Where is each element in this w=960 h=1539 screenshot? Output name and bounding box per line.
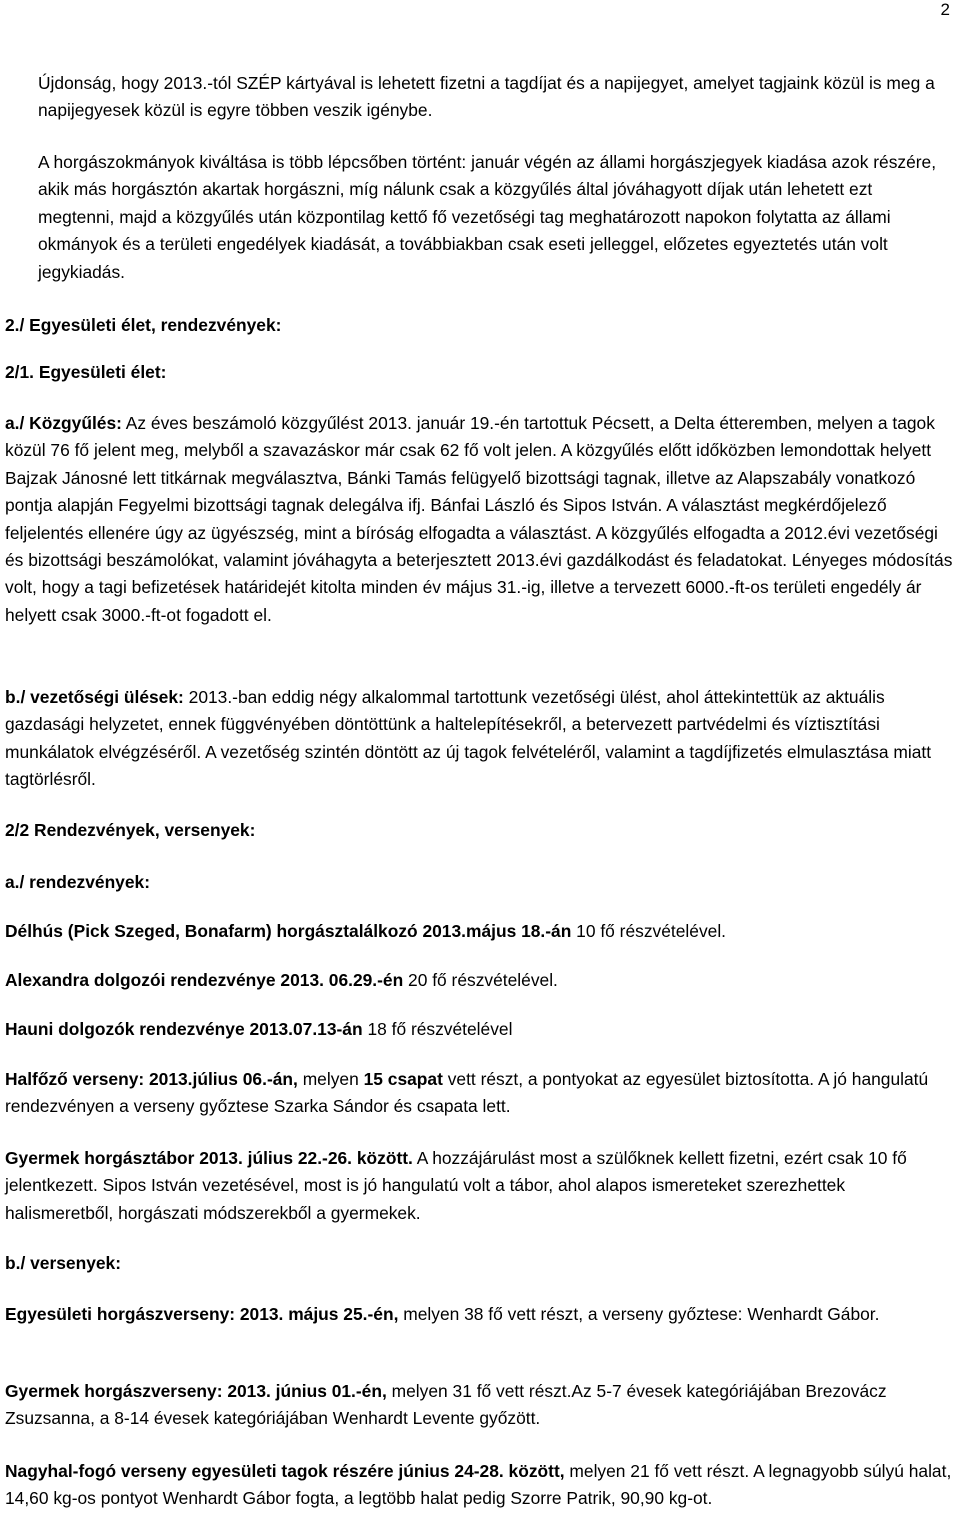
- competition-kids-title: Gyermek horgászverseny: 2013. június 01.-én,: [5, 1381, 387, 1401]
- competitions-heading-text: b./ versenyek:: [5, 1253, 122, 1273]
- event-fish-soup-mid: melyen: [297, 1069, 364, 1089]
- intro-paragraph-2: A horgászokmányok kiváltása is több lépcsőben történt: január végén az állami horgászjegyek kiadása azok részére, akik más horgásztón akartak horgászni, míg nálunk csak a közgyűlés által jóváhagyott díjak után lehetett ezt megtenni, majd a közgyűlés után központilag kettő fő vezetőségi tag meghatározott napokon folytatta az állami okmányok és a területi engedélyek kiadását, a továbbiakban csak eseti jelleggel, előzetes egyeztetés után volt jegykiadás.: [38, 152, 937, 282]
- subsection-2-2-heading: [5, 817, 255, 844]
- events-heading: [5, 869, 150, 896]
- competition-club: [5, 1301, 953, 1328]
- intro-paragraph-1: Újdonság, hogy 2013.-tól SZÉP kártyával is lehetett fizetni a tagdíjat és a napijegyet, amelyet tagjaink közül is meg a napijegyesek közül is egyre többen veszik igénybe.: [38, 73, 935, 121]
- board-meetings-label: b./ vezetőségi ülések:: [5, 687, 184, 707]
- competition-club-title: Egyesületi horgászverseny: 2013. május 25.-én,: [5, 1304, 399, 1324]
- competition-bigfish-text: melyen 21 fő vett részt. A legnagyobb súlyú halat, 14,60 kg-os pontyot Wenhardt Gábor fogta, a legtöbb halat pedig Szorre Patrik, 90,90 kg-ot.: [5, 1461, 952, 1509]
- competitions-heading: [5, 1250, 121, 1277]
- event-alexandra: [5, 967, 558, 994]
- event-alexandra-text: 20 fő részvételével.: [403, 970, 558, 990]
- section-2-heading: [5, 312, 281, 339]
- board-meetings-paragraph: [5, 684, 953, 794]
- event-fish-soup-text: vett részt, a pontyokat az egyesület biztosította. A jó hangulatú rendezvényen a verseny győztese Szarka Sándor és csapata lett.: [5, 1069, 929, 1117]
- event-kids-camp-text: A hozzájárulást most a szülőknek kellett fizetni, ezért csak 10 fő jelentkezett. Sipos István vezetésével, most is jó hangulatú volt a tábor, ahol alapos ismereteket szerezhettek halismeretből, horgászati módszerekből a gyermekek.: [5, 1148, 907, 1223]
- page-number: 2: [940, 0, 950, 19]
- agm-label: a./ Közgyűlés:: [5, 413, 122, 433]
- event-fish-soup-teams: 15 csapat: [363, 1069, 443, 1089]
- event-hauni-text: 18 fő részvételével: [362, 1019, 513, 1039]
- events-heading-text: a./ rendezvények:: [5, 872, 150, 892]
- competition-bigfish: [5, 1458, 953, 1513]
- event-hauni: [5, 1016, 512, 1043]
- event-hauni-title: Hauni dolgozók rendezvénye 2013.07.13-án: [5, 1019, 363, 1039]
- subsection-2-1-heading-text: 2/1. Egyesületi élet:: [5, 362, 167, 382]
- competition-kids-text: melyen 31 fő vett részt.Az 5-7 évesek kategóriájában Brezovácz Zsuzsanna, a 8-14 évesek kategóriájában Wenhardt Levente győzött.: [5, 1381, 887, 1429]
- competition-club-text: melyen 38 fő vett részt, a verseny győztese: Wenhardt Gábor.: [398, 1304, 880, 1324]
- agm-text: Az éves beszámoló közgyűlést 2013. január 19.-én tartottuk Pécsett, a Delta étteremben, melyen a tagok közül 76 fő jelent meg, melyből a szavazáskor már csak 62 fő volt jelen. A közgyűlés előtt időközben lemondottak helyett Bajzak Jánosné lett titkárnak megválasztva, Bánki Tamás felügyelő bizottsági tagnak, illetve az Alapszabály vonatkozó pontja alapján Fegyelmi bizottsági tagnak delegálva ifj. Bánfai László és Sipos István. A választást megkérdőjelező feljelentés ellenére úgy az ügyészség, mint a bíróság elfogadta a választást. A közgyűlés elfogadta a 2012.évi vezetőségi és bizottsági beszámolókat, valamint jóváhagyta a beterjesztett 2013.évi gazdálkodást és feladatokat. Lényeges módosítás volt, hogy a tagi befizetések határidejét kitolta minden év május 31.-ig, illetve a tervezett 6000.-ft-os területi engedély ár helyett csak 3000.-ft-ot fogadott el.: [5, 413, 953, 625]
- section-2-heading-text: 2./ Egyesületi élet, rendezvények:: [5, 315, 282, 335]
- event-delhus-title: Délhús (Pick Szeged, Bonafarm) horgásztalálkozó 2013.május 18.-án: [5, 921, 572, 941]
- event-kids-camp: [5, 1145, 953, 1227]
- event-kids-camp-title: Gyermek horgásztábor 2013. július 22.-26. között.: [5, 1148, 413, 1168]
- subsection-2-2-heading-text: 2/2 Rendezvények, versenyek:: [5, 820, 256, 840]
- subsection-2-1-heading: [5, 359, 166, 386]
- event-fish-soup: [5, 1066, 953, 1121]
- event-delhus-text: 10 fő részvételével.: [571, 921, 727, 941]
- board-meetings-text: 2013.-ban eddig négy alkalommal tartottunk vezetőségi ülést, ahol áttekintettük az aktuális gazdasági helyzetet, ennek függvényében döntöttünk a haltelepítésekről, a betervezett partvédelmi és víztisztítási munkálatok elvégzéséről. A vezetőség szintén döntött az új tagok felvételéről, valamint a tagdíjfizetés elmulasztása miatt tagtörlésről.: [5, 687, 932, 790]
- competition-bigfish-title: Nagyhal-fogó verseny egyesületi tagok részére június 24-28. között,: [5, 1461, 565, 1481]
- event-alexandra-title: Alexandra dolgozói rendezvénye 2013. 06.29.-én: [5, 970, 404, 990]
- agm-paragraph: [5, 410, 953, 629]
- event-fish-soup-title: Halfőző verseny: 2013.július 06.-án,: [5, 1069, 298, 1089]
- competition-kids: [5, 1378, 953, 1433]
- event-delhus: [5, 918, 726, 945]
